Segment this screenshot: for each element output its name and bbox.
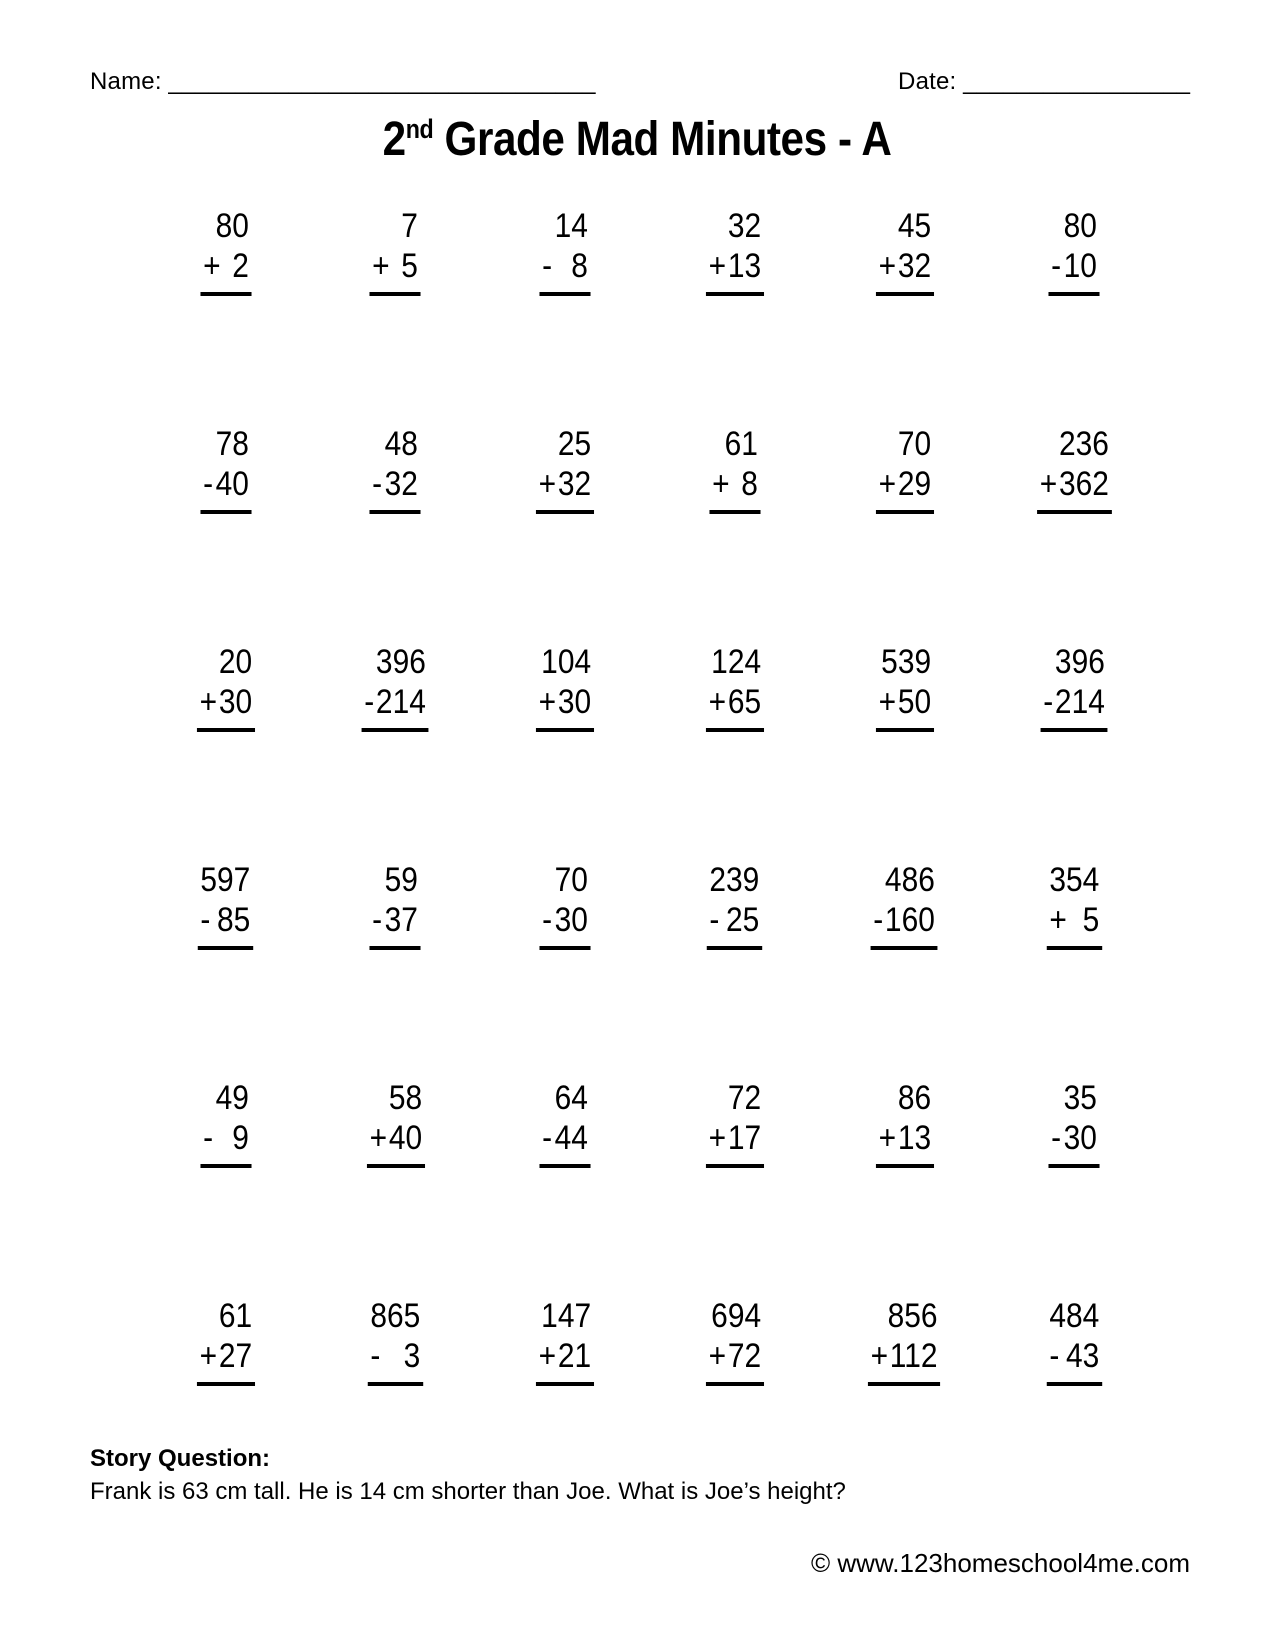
top-operand: 20: [218, 643, 253, 681]
top-operand: 486: [885, 861, 936, 899]
operator-sign: -: [542, 247, 553, 285]
date-field: [898, 68, 1190, 96]
top-operand: 539: [880, 643, 931, 681]
math-problem: [367, 1078, 425, 1168]
bottom-operand: 10: [1063, 247, 1098, 285]
bottom-operand: 30: [218, 683, 253, 721]
math-problem: [370, 860, 421, 950]
answer-line: [200, 1118, 251, 1168]
answer-line: [536, 1336, 594, 1386]
operator-sign: +: [878, 465, 896, 503]
math-problem: [1047, 1296, 1102, 1386]
math-problem: [198, 860, 253, 950]
operator-sign: +: [878, 683, 896, 721]
operator-sign: -: [364, 683, 375, 721]
bottom-operand: 362: [1058, 465, 1109, 503]
top-operand: 597: [200, 861, 251, 899]
bottom-operand: 72: [727, 1337, 762, 1375]
top-operand: 45: [897, 207, 931, 245]
bottom-operand: 44: [554, 1119, 589, 1157]
problem-cell: [820, 424, 990, 642]
name-field: [90, 68, 595, 96]
answer-line: [706, 1118, 764, 1168]
answer-line: [536, 682, 594, 732]
answer-line: [197, 682, 255, 732]
math-problem: [868, 1296, 940, 1386]
top-operand: 147: [541, 1297, 592, 1335]
operator-sign: +: [708, 683, 727, 721]
top-operand: 61: [218, 1297, 253, 1335]
operator-sign: -: [1051, 247, 1062, 285]
top-operand: 694: [711, 1297, 762, 1335]
problem-cell: [820, 860, 990, 1078]
top-operand: 32: [727, 207, 762, 245]
operator-sign: -: [873, 901, 884, 939]
math-problem: [368, 1296, 423, 1386]
problem-cell: [311, 642, 481, 860]
story-question-text: Frank is 63 cm tall. He is 14 cm shorter than Joe. What is Joe’s height?: [90, 1478, 846, 1505]
operator-sign: -: [1043, 683, 1054, 721]
problem-cell: [650, 860, 820, 1078]
operator-sign: +: [202, 247, 221, 285]
answer-line: [200, 246, 251, 296]
problem-cell: [989, 1078, 1159, 1296]
bottom-operand: 43: [1065, 1337, 1100, 1375]
math-problem: [1049, 206, 1100, 296]
top-operand: 484: [1049, 1297, 1100, 1335]
operator-sign: +: [871, 1337, 889, 1375]
math-problem: [536, 642, 594, 732]
math-problem: [706, 1296, 764, 1386]
operator-sign: -: [542, 1119, 553, 1157]
answer-line: [709, 464, 760, 514]
problems-grid: [141, 206, 1159, 1514]
top-operand: 86: [897, 1079, 931, 1117]
math-problem: [370, 206, 421, 296]
bottom-operand: 160: [885, 901, 936, 939]
page-title: [0, 112, 1275, 168]
answer-line: [540, 1118, 591, 1168]
math-problem: [706, 642, 764, 732]
answer-line: [367, 1118, 425, 1168]
top-operand: 856: [888, 1297, 938, 1335]
math-problem: [540, 206, 591, 296]
math-problem: [1041, 642, 1108, 732]
problem-cell: [989, 860, 1159, 1078]
date-label: Date:: [898, 68, 957, 95]
problem-cell: [480, 1078, 650, 1296]
math-problem: [536, 1296, 594, 1386]
math-problem: [876, 1078, 934, 1168]
bottom-operand: 214: [376, 683, 427, 721]
answer-line: [370, 900, 421, 950]
bottom-operand: 2: [232, 247, 249, 285]
math-problem: [709, 424, 760, 514]
bottom-operand: 13: [727, 247, 762, 285]
math-problem: [1049, 1078, 1100, 1168]
operator-sign: +: [708, 1337, 727, 1375]
bottom-operand: 13: [897, 1119, 931, 1157]
math-problem: [197, 1296, 255, 1386]
top-operand: 354: [1049, 861, 1100, 899]
math-problem: [370, 424, 421, 514]
problem-cell: [650, 206, 820, 424]
answer-line: [706, 682, 764, 732]
top-operand: 80: [215, 207, 249, 245]
math-problem: [871, 860, 938, 950]
top-operand: 35: [1063, 1079, 1098, 1117]
problem-cell: [141, 1078, 311, 1296]
answer-line: [1047, 900, 1102, 950]
operator-sign: +: [711, 465, 730, 503]
problem-cell: [820, 1078, 990, 1296]
top-operand: 7: [401, 207, 419, 245]
bottom-operand: 8: [571, 247, 589, 285]
math-problem: [707, 860, 762, 950]
bottom-operand: 40: [388, 1119, 422, 1157]
answer-line: [362, 682, 429, 732]
answer-line: [871, 900, 938, 950]
top-operand: 49: [215, 1079, 249, 1117]
bottom-operand: 40: [215, 465, 249, 503]
answer-line: [876, 1118, 934, 1168]
answer-line: [1041, 682, 1108, 732]
operator-sign: +: [538, 683, 557, 721]
math-problem: [876, 206, 934, 296]
copyright-footer: © www.123homeschool4me.com: [811, 1548, 1190, 1578]
operator-sign: -: [709, 901, 720, 939]
top-operand: 64: [554, 1079, 589, 1117]
top-operand: 104: [541, 643, 592, 681]
math-problem: [200, 1078, 251, 1168]
bottom-operand: 25: [726, 901, 760, 939]
answer-line: [876, 246, 934, 296]
operator-sign: -: [370, 1337, 381, 1375]
math-problem: [536, 424, 594, 514]
math-problem: [200, 424, 251, 514]
story-question: [90, 1442, 846, 1508]
answer-line: [368, 1336, 423, 1386]
operator-sign: +: [1039, 465, 1058, 503]
top-operand: 25: [558, 425, 592, 463]
problem-cell: [820, 642, 990, 860]
name-label: Name:: [90, 68, 162, 95]
operator-sign: -: [202, 1119, 213, 1157]
bottom-operand: 29: [897, 465, 931, 503]
operator-sign: -: [1049, 1337, 1060, 1375]
top-operand: 61: [724, 425, 758, 463]
top-operand: 396: [376, 643, 427, 681]
answer-line: [876, 464, 934, 514]
bottom-operand: 9: [232, 1119, 249, 1157]
operator-sign: -: [542, 901, 553, 939]
answer-line: [200, 464, 251, 514]
top-operand: 396: [1055, 643, 1105, 681]
math-problem: [540, 1078, 591, 1168]
bottom-operand: 17: [727, 1119, 762, 1157]
problem-cell: [480, 642, 650, 860]
math-problem: [362, 642, 429, 732]
top-operand: 48: [385, 425, 419, 463]
bottom-operand: 112: [890, 1337, 938, 1375]
problem-cell: [141, 206, 311, 424]
bottom-operand: 5: [1082, 901, 1100, 939]
answer-line: [876, 682, 934, 732]
bottom-operand: 30: [554, 901, 589, 939]
operator-sign: -: [202, 465, 213, 503]
answer-line: [370, 464, 421, 514]
top-operand: 80: [1063, 207, 1098, 245]
title-rest: Grade Mad Minutes - A: [433, 113, 892, 166]
bottom-operand: 85: [217, 901, 251, 939]
operator-sign: -: [1051, 1119, 1062, 1157]
answer-line: [706, 1336, 764, 1386]
problem-cell: [311, 206, 481, 424]
problem-cell: [480, 860, 650, 1078]
answer-line: [706, 246, 764, 296]
operator-sign: +: [538, 465, 557, 503]
math-problem: [200, 206, 251, 296]
problem-cell: [480, 424, 650, 642]
top-operand: 58: [388, 1079, 422, 1117]
problem-cell: [989, 424, 1159, 642]
bottom-operand: 214: [1055, 683, 1105, 721]
operator-sign: +: [708, 1119, 727, 1157]
answer-line: [370, 246, 421, 296]
operator-sign: +: [372, 247, 391, 285]
bottom-operand: 32: [897, 247, 931, 285]
operator-sign: +: [538, 1337, 557, 1375]
top-operand: 59: [385, 861, 419, 899]
bottom-operand: 30: [558, 683, 592, 721]
math-problem: [706, 1078, 764, 1168]
bottom-operand: 3: [403, 1337, 421, 1375]
operator-sign: -: [200, 901, 211, 939]
operator-sign: +: [878, 247, 896, 285]
problem-cell: [141, 860, 311, 1078]
answer-line: [1049, 1118, 1100, 1168]
bottom-operand: 8: [741, 465, 758, 503]
problem-cell: [650, 424, 820, 642]
math-problem: [1037, 424, 1111, 514]
problem-cell: [141, 642, 311, 860]
math-problem: [1047, 860, 1102, 950]
bottom-operand: 65: [727, 683, 762, 721]
date-blank-line: _________________: [963, 68, 1190, 95]
operator-sign: -: [372, 465, 383, 503]
top-operand: 14: [554, 207, 589, 245]
problem-cell: [989, 642, 1159, 860]
bottom-operand: 27: [218, 1337, 253, 1375]
bottom-operand: 30: [1063, 1119, 1098, 1157]
operator-sign: +: [708, 247, 727, 285]
answer-line: [197, 1336, 255, 1386]
bottom-operand: 5: [401, 247, 419, 285]
bottom-operand: 32: [558, 465, 592, 503]
top-operand: 239: [709, 861, 760, 899]
top-operand: 78: [215, 425, 249, 463]
problem-cell: [820, 206, 990, 424]
top-operand: 124: [711, 643, 762, 681]
title-prefix: 2: [383, 113, 407, 166]
answer-line: [707, 900, 762, 950]
top-operand: 236: [1058, 425, 1109, 463]
operator-sign: -: [372, 901, 383, 939]
top-operand: 70: [897, 425, 931, 463]
problem-cell: [311, 424, 481, 642]
top-operand: 70: [554, 861, 589, 899]
math-problem: [706, 206, 764, 296]
problem-cell: [311, 860, 481, 1078]
operator-sign: +: [1049, 901, 1067, 939]
operator-sign: +: [878, 1119, 896, 1157]
problem-cell: [989, 1296, 1159, 1514]
problem-cell: [141, 424, 311, 642]
operator-sign: +: [369, 1119, 387, 1157]
problem-cell: [989, 206, 1159, 424]
math-problem: [876, 424, 934, 514]
problem-cell: [480, 206, 650, 424]
top-operand: 72: [727, 1079, 762, 1117]
answer-line: [540, 246, 591, 296]
bottom-operand: 21: [558, 1337, 592, 1375]
answer-line: [198, 900, 253, 950]
answer-line: [1047, 1336, 1102, 1386]
title-ordinal-suffix: nd: [406, 114, 434, 144]
math-problem: [197, 642, 255, 732]
answer-line: [868, 1336, 940, 1386]
story-question-heading: Story Question:: [90, 1445, 271, 1472]
problem-cell: [650, 642, 820, 860]
problem-cell: [650, 1078, 820, 1296]
answer-line: [540, 900, 591, 950]
math-problem: [540, 860, 591, 950]
operator-sign: +: [199, 1337, 218, 1375]
problem-cell: [311, 1078, 481, 1296]
operator-sign: +: [199, 683, 218, 721]
name-blank-line: ________________________________: [168, 68, 596, 95]
answer-line: [1049, 246, 1100, 296]
math-problem: [876, 642, 934, 732]
answer-line: [1037, 464, 1111, 514]
bottom-operand: 50: [897, 683, 931, 721]
bottom-operand: 37: [385, 901, 419, 939]
bottom-operand: 32: [385, 465, 419, 503]
answer-line: [536, 464, 594, 514]
top-operand: 865: [370, 1297, 421, 1335]
